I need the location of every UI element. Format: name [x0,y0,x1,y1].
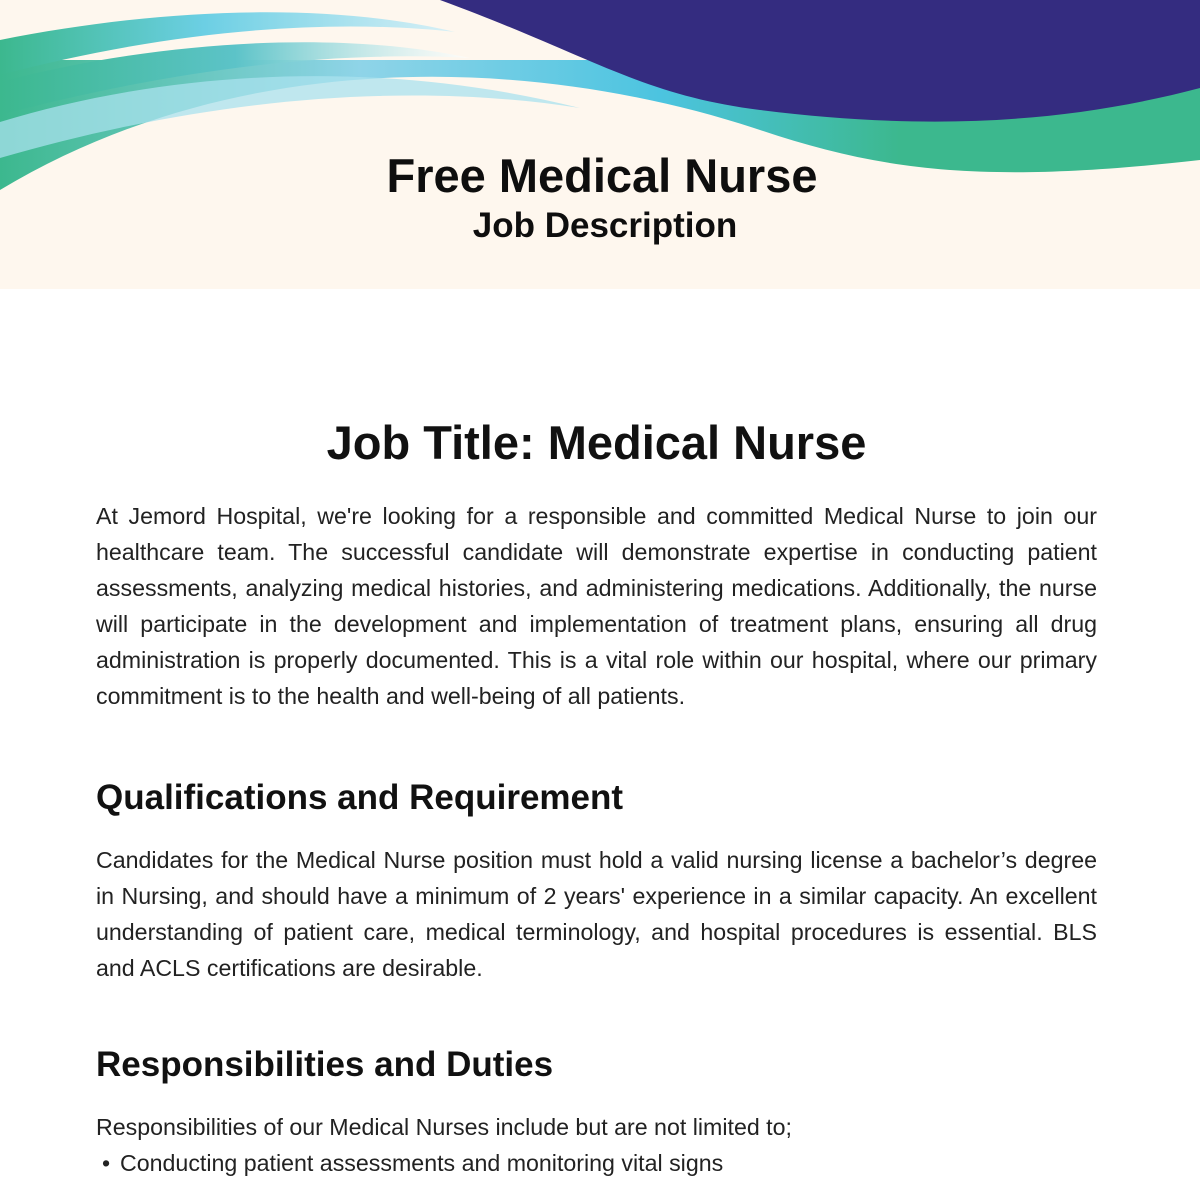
qualifications-heading: Qualifications and Requirement [96,778,624,817]
header-title: Free Medical Nurse [386,149,818,202]
document-body [96,410,1097,1181]
list-item: • Conducting patient assessments and monitoring vital signs [96,1145,1097,1181]
job-title: Job Title: Medical Nurse [326,416,867,469]
intro-paragraph: At Jemord Hospital, we're looking for a responsible and committed Medical Nurse to join our healthcare team. The successful candidate will demonstrate expertise in conducting patient assessments, analyzing medical histories, and administering medications. Additionally, the nurse will participate in the development and implementation of treatment plans, ensuring all drug administration is properly documented. This is a vital role within our hospital, where our primary commitment is to the health and well-being of all patients. [96,503,1097,709]
responsibilities-intro: Responsibilities of our Medical Nurses include but are not limited to; [96,1114,792,1140]
qualifications-paragraph: Candidates for the Medical Nurse position must hold a valid nursing license a bachelor’s degree in Nursing, and should have a minimum of 2 years' experience in a similar capacity. An excellent understanding of patient care, medical terminology, and hospital procedures is essential. BLS and ACLS certifications are desirable. [96,847,1097,981]
header-subtitle: Job Description [472,206,738,245]
header-banner [0,0,1200,289]
responsibilities-heading: Responsibilities and Duties [96,1045,554,1084]
responsibilities-list [96,1145,1097,1181]
